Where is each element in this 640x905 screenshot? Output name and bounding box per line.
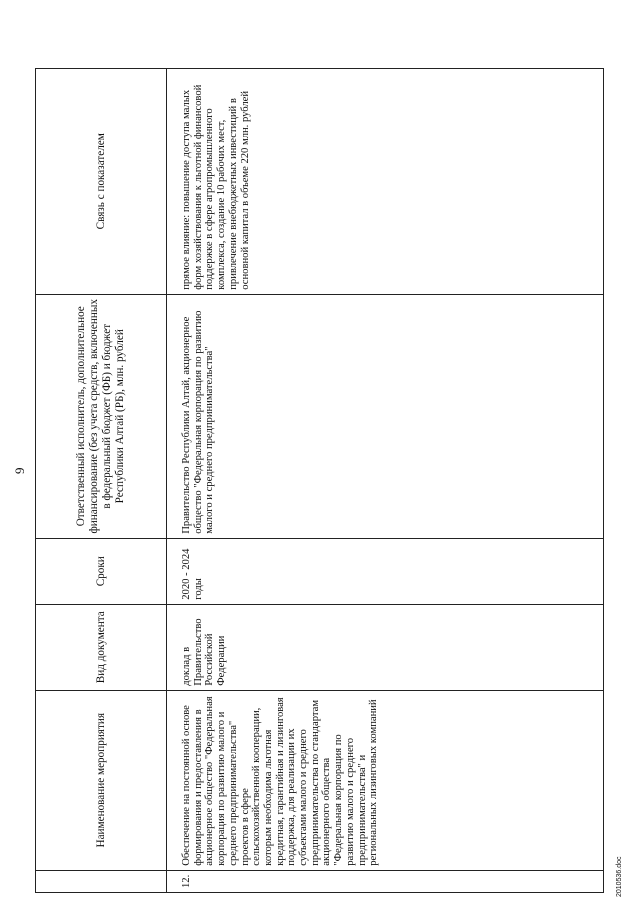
header-doc: Вид документа: [36, 604, 167, 690]
table-row: [167, 68, 604, 892]
table-header-row: [36, 68, 167, 892]
row-name: Обеспечение на постоянной основе формирования и предоставления в акционерное общество "Федеральная корпорация по развитию малого и среднего предпринимательства" проектов в сфере сельскохозяйственной кооперации, которым необходима льготная кредитная, гарантийная и лизинговая поддержка, для реализации их субъектами малого и среднего предпринимательства по стандартам акционерного общества "Федеральная корпорация по развитию малого и среднего предпринимательства" и региональных лизинговых компаний: [167, 690, 604, 870]
row-executor: Правительство Республики Алтай, акционерное общество "Федеральная корпорация по развитию малого и среднего предпринимательства": [167, 294, 604, 538]
row-doc: доклад в Правительство Российской Федерации: [167, 604, 604, 690]
header-term: Сроки: [36, 538, 167, 604]
row-number: 12.: [167, 870, 604, 892]
measures-table: [35, 68, 604, 893]
header-link: Связь с показателем: [36, 68, 167, 294]
page-number: 9: [12, 467, 27, 474]
row-term: 2020 - 2024 годы: [167, 538, 604, 604]
header-executor: Ответственный исполнитель, дополнительное финансирование (без учета средств, включенных в федеральный бюджет (ФБ) и бюджет Республики Алтай (РБ), млн. рублей: [36, 294, 167, 538]
header-num: [36, 870, 167, 892]
header-name: Наименование мероприятия: [36, 690, 167, 870]
footer-filename: 2010536.doc: [616, 856, 623, 897]
row-link: прямое влияние: повышение доступа малых форм хозяйствования к льготной финансовой поддержке в сфере агропромышленного комплекса, создание 10 рабочих мест, привлечение внебюджетных инвестиций в основной капитал в объеме 220 млн. рублей: [167, 68, 604, 294]
